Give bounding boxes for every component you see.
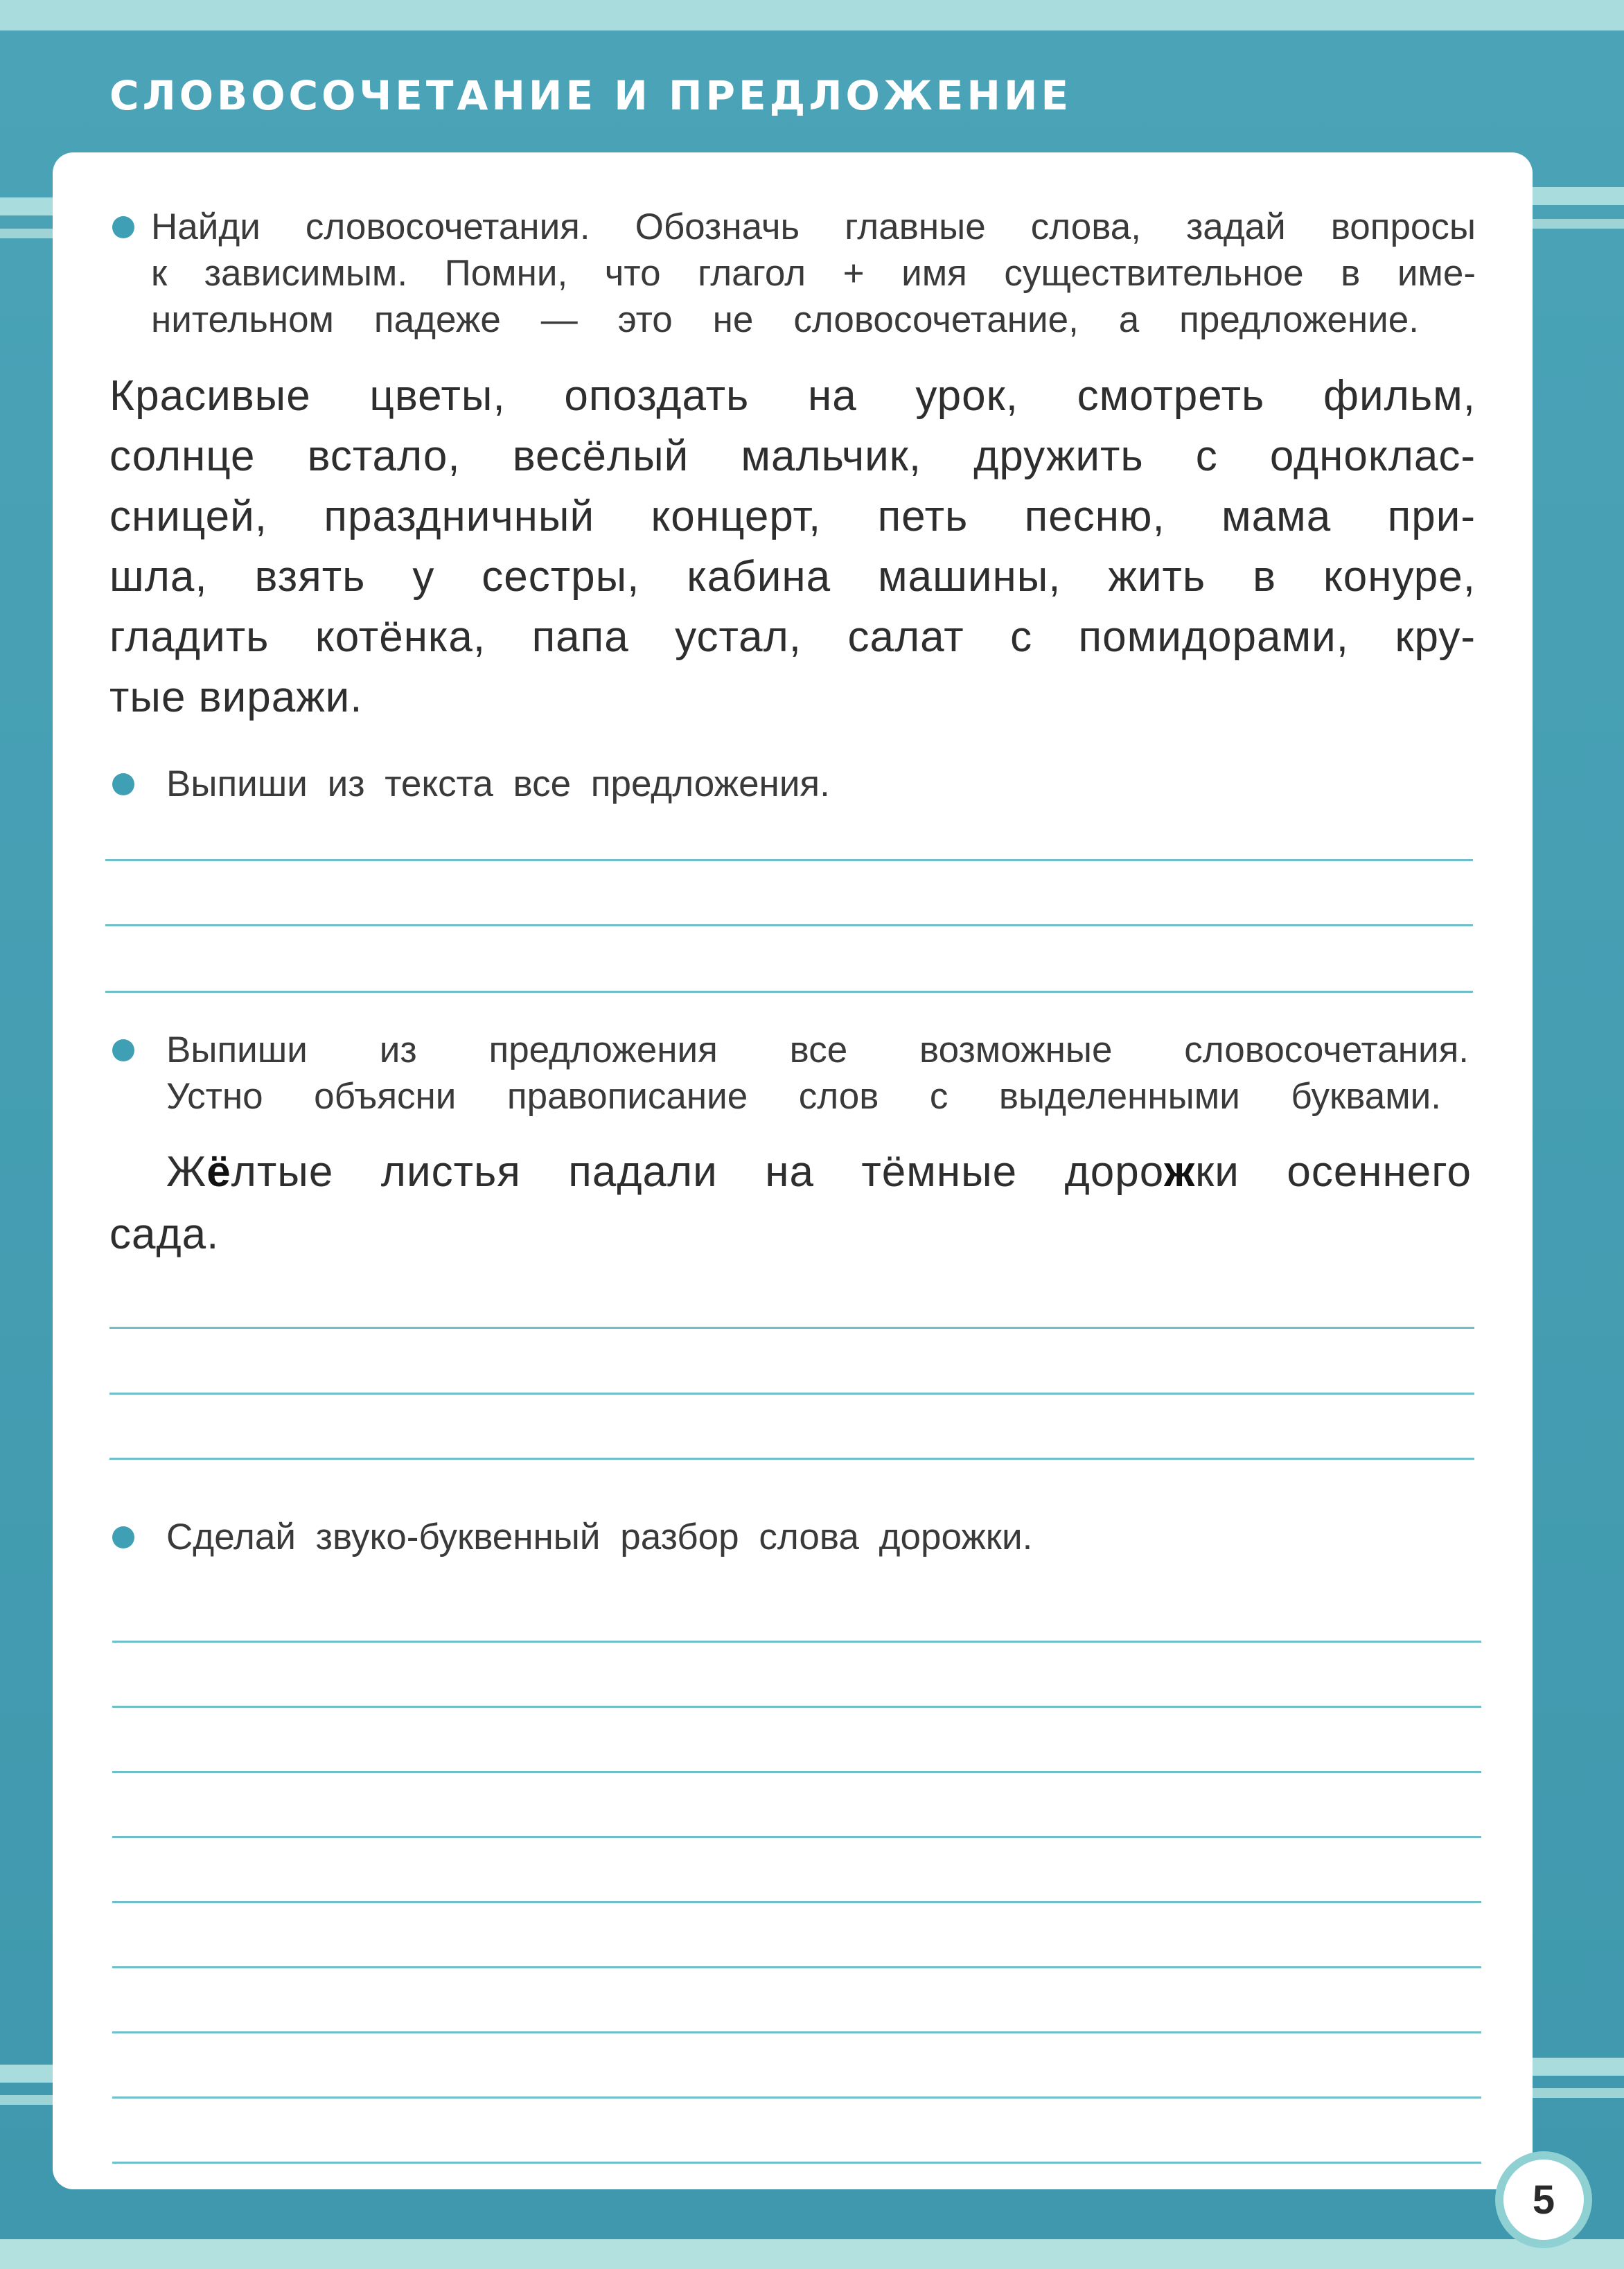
writing-line[interactable]: [112, 1771, 1481, 1773]
highlighted-letter: ё: [206, 1148, 231, 1196]
bullet-icon: [112, 1039, 134, 1061]
writing-line[interactable]: [112, 2031, 1481, 2033]
writing-line[interactable]: [112, 2162, 1481, 2164]
writing-line[interactable]: [105, 924, 1473, 926]
writing-line[interactable]: [112, 1836, 1481, 1838]
sentence-text: Ж: [166, 1148, 207, 1196]
writing-line[interactable]: [112, 1966, 1481, 1968]
task1-instruction-line: нительном падеже — это не словосочетание, а предложение.: [151, 299, 1419, 340]
task1-text-line: Красивые цветы, опоздать на урок, смотреть фильм,: [109, 372, 1476, 420]
page-number: 5: [1503, 2160, 1584, 2240]
frame-stripe: [1533, 219, 1624, 229]
writing-line[interactable]: [112, 1641, 1481, 1643]
writing-line[interactable]: [105, 859, 1473, 861]
highlighted-letter: ж: [1164, 1148, 1196, 1196]
task1-instruction-line: Найди словосочетания. Обозначь главные слова, задай вопросы: [151, 206, 1476, 247]
frame-stripe: [0, 2065, 53, 2083]
bullet-icon: [112, 216, 134, 238]
writing-line[interactable]: [112, 1706, 1481, 1708]
frame-stripe: [1533, 2088, 1624, 2098]
task4-instruction: Сделай звуко-буквенный разбор слова дорожки.: [166, 1517, 1033, 1557]
frame-stripe: [0, 229, 53, 238]
task1-instruction-line: к зависимым. Помни, что глагол + имя существительное в име-: [151, 253, 1476, 294]
task3-instruction-line: Выпиши из предложения все возможные словосочетания.: [166, 1030, 1469, 1070]
task1-text-line: солнце встало, весёлый мальчик, дружить с однoклас-: [109, 432, 1476, 480]
writing-line[interactable]: [109, 1458, 1474, 1460]
task3-sentence: [166, 1142, 1472, 1202]
task3-instruction-line: Устно объясни правописание слов с выделенными буквами.: [166, 1076, 1441, 1117]
frame-stripe: [1533, 187, 1624, 205]
task1-text-line: шла, взять у сестры, кабина машины, жить в конуре,: [109, 553, 1476, 601]
bullet-icon: [112, 1526, 134, 1548]
writing-line[interactable]: [112, 1901, 1481, 1903]
writing-line[interactable]: [109, 1327, 1474, 1329]
writing-line[interactable]: [109, 1393, 1474, 1395]
frame-stripe: [0, 197, 53, 215]
frame-stripe: [0, 2095, 53, 2105]
task2-instruction: Выпиши из текста все предложения.: [166, 763, 830, 804]
sentence-text: лтые листья падали на тёмные доро: [231, 1148, 1165, 1196]
task1-text: [109, 366, 1476, 727]
task1-text-line: сницей, праздничный концерт, петь песню, мама при-: [109, 493, 1476, 540]
task1-text-line: гладить котёнка, папа устал, салат с помидорами, кру-: [109, 613, 1476, 661]
writing-line[interactable]: [112, 2096, 1481, 2099]
task3-sentence-line2: сада.: [109, 1210, 220, 1258]
bullet-icon: [112, 773, 134, 795]
task1-text-line: тые виражи.: [109, 673, 363, 721]
sentence-text: ки осеннего: [1195, 1148, 1472, 1196]
frame-bottom: [0, 2239, 1624, 2269]
writing-line[interactable]: [105, 991, 1473, 993]
page-title: СЛОВОСОЧЕТАНИЕ И ПРЕДЛОЖЕНИЕ: [109, 72, 1073, 119]
frame-stripe: [1533, 2058, 1624, 2076]
frame-top: [0, 0, 1624, 35]
